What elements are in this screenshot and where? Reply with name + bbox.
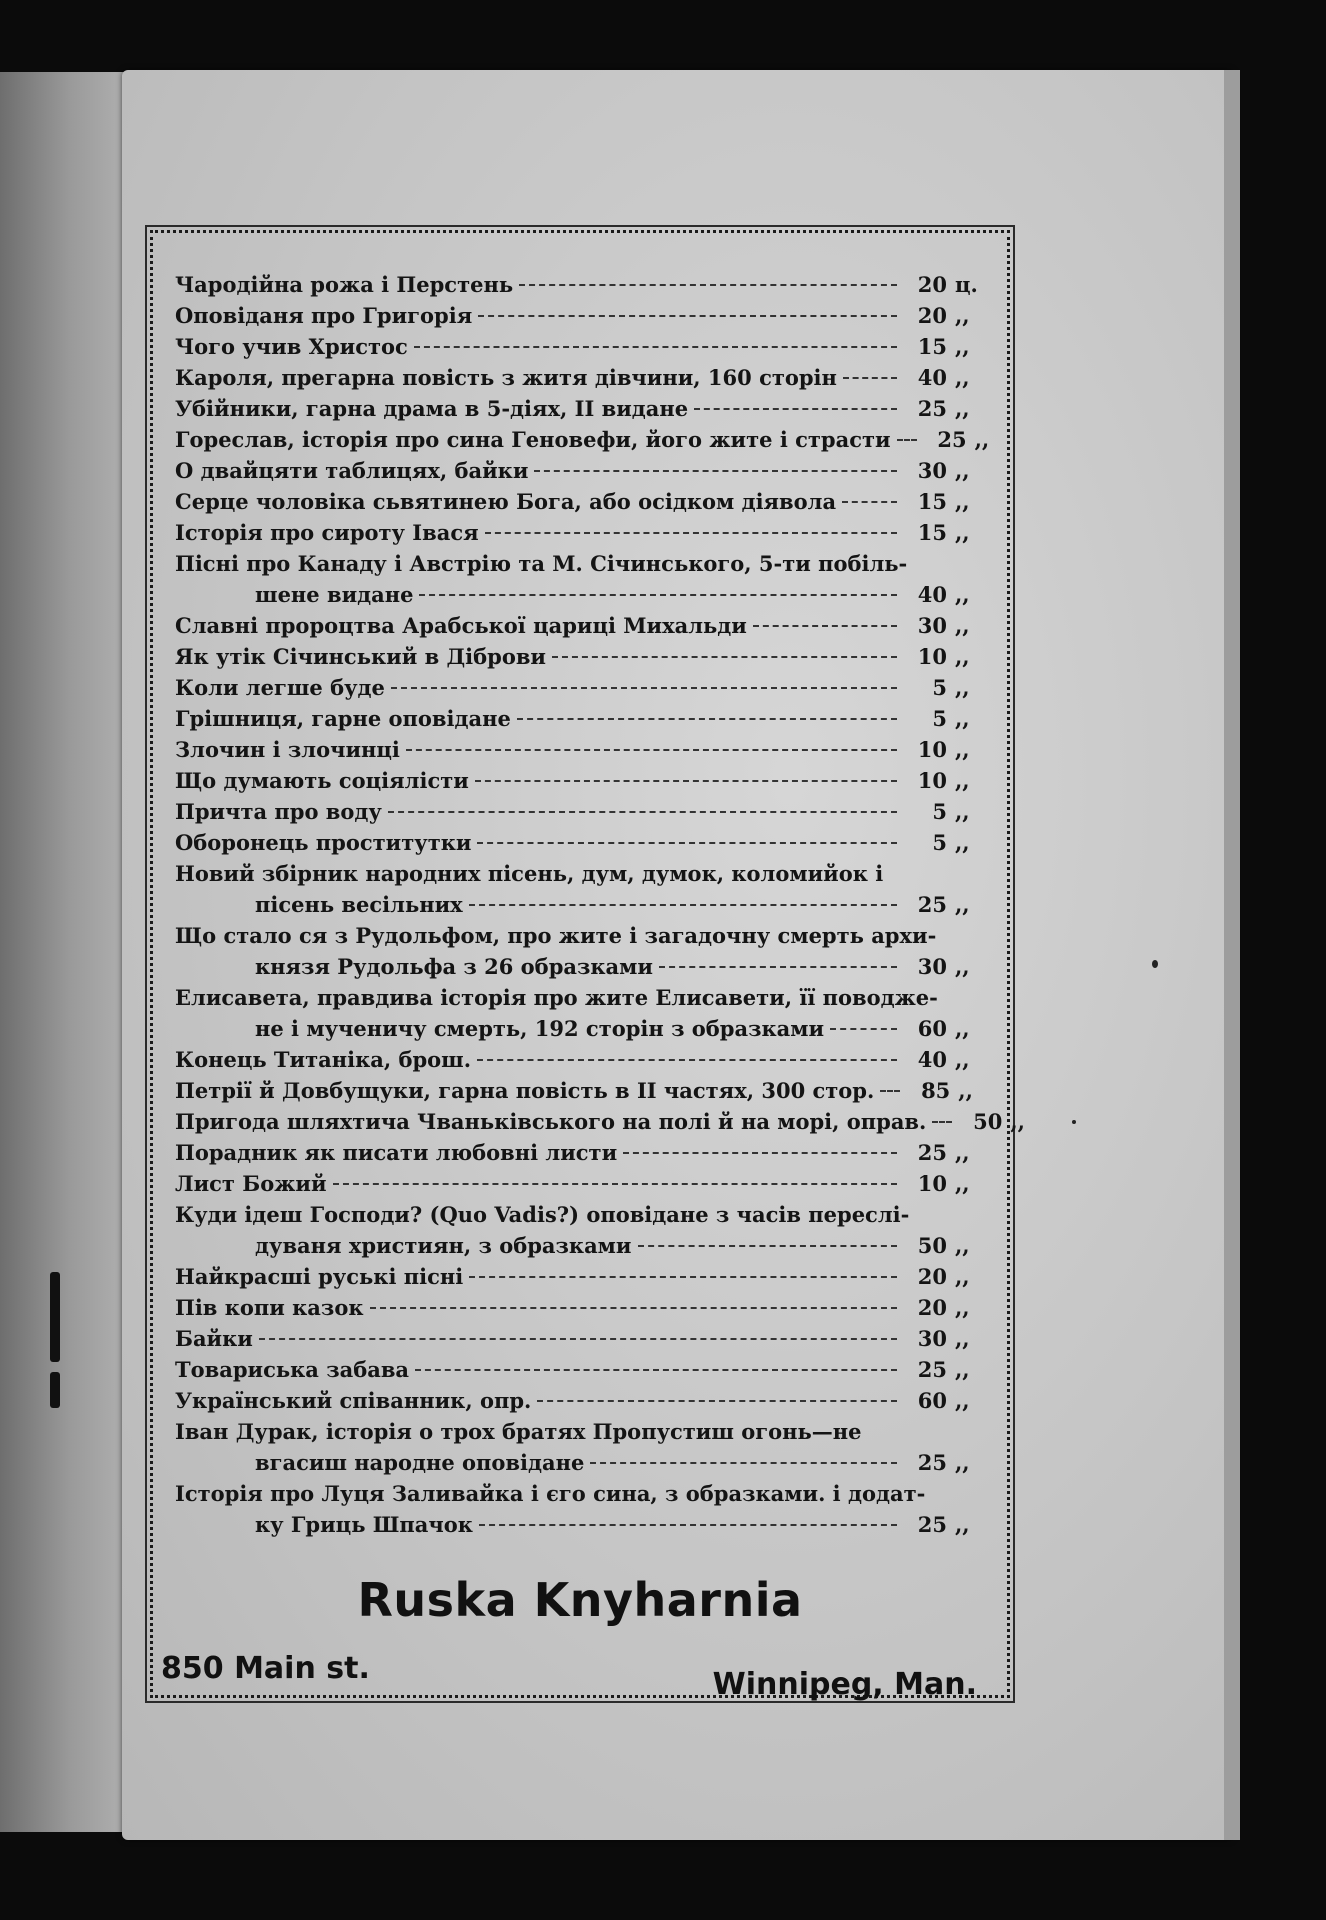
price-unit: ,, [955,1264,970,1289]
book-price: 60 [917,1016,947,1041]
dotted-leader [694,408,897,410]
price-unit: ,, [955,644,970,669]
dotted-leader [638,1245,897,1247]
book-title: Що думають соціялісти [175,768,469,793]
book-entry [175,1416,991,1478]
dotted-leader [477,1059,897,1061]
book-entry [175,548,991,610]
dotted-leader [388,811,897,813]
price-unit: ,, [958,1078,973,1103]
book-entry [175,1199,991,1261]
book-price: 5 [932,830,947,855]
book-title: Куди ідеш Господи? (Quo Vadis?) оповідане з часів переслі- [175,1202,910,1227]
dotted-leader [370,1307,898,1309]
book-price: 20 [917,1264,947,1289]
book-title-continuation: пісень весільних [255,892,463,917]
book-price: 15 [917,489,947,514]
price-unit: ,, [955,1388,970,1413]
book-price: 25 [917,892,947,917]
book-entry [175,300,991,331]
price-unit: ,, [955,706,970,731]
book-entry [175,703,991,734]
book-price: 40 [917,365,947,390]
price-unit: ,, [955,737,970,762]
book-title: Конець Титаніка, брош. [175,1047,472,1072]
book-title: Порадник як писати любовні листи [175,1140,618,1165]
book-price: 20 [917,303,947,328]
price-unit: ,, [955,1233,970,1258]
book-entry [175,982,991,1044]
book-title: Історія про Луця Заливайка і єго сина, з образками. і додат- [175,1481,926,1506]
dotted-leader [590,1462,897,1464]
price-unit: ,, [955,520,970,545]
binding-mark [50,1272,60,1362]
price-unit: ,, [955,334,970,359]
book-entry [175,362,991,393]
price-unit: ,, [955,1047,970,1072]
book-entry [175,734,991,765]
dotted-leader [415,1369,897,1371]
price-unit: ,, [955,830,970,855]
book-price: 50 [973,1109,1003,1134]
book-entry [175,455,991,486]
dotted-leader [517,718,897,720]
dotted-leader [659,966,897,968]
book-title: Найкрасші руські пісні [175,1264,464,1289]
dotted-leader [419,594,897,596]
book-title: Оборонець проститутки [175,830,472,855]
dotted-leader [534,470,897,472]
book-title: Лист Божий [175,1171,327,1196]
advertisement-frame [150,230,1025,1702]
dotted-leader [897,439,917,441]
price-unit: ,, [955,582,970,607]
book-title: Славні пророцтва Арабської цариці Михальди [175,613,747,638]
book-entry [175,1292,991,1323]
book-price: 5 [932,706,947,731]
book-price: 25 [917,1512,947,1537]
book-title: Історія про сироту Івася [175,520,479,545]
book-title-continuation: шене видане [255,582,414,607]
book-entry [175,1137,991,1168]
book-title-continuation: не і мученичу смерть, 192 сторін з образками [255,1016,825,1041]
book-price: 30 [917,613,947,638]
book-entry [175,1478,991,1540]
book-entry [175,1261,991,1292]
dotted-leader [478,315,897,317]
dotted-leader [537,1400,897,1402]
book-entry [175,920,991,982]
ink-speck [1072,1120,1076,1124]
book-entry [175,1106,1025,1137]
book-title: Що стало ся з Рудольфом, про жите і загадочну смерть архи- [175,923,937,948]
price-unit: ,, [955,1171,970,1196]
book-entry [175,796,991,827]
book-title: Як утік Січинський в Діброви [175,644,546,669]
book-price: 10 [917,737,947,762]
dotted-leader [485,532,897,534]
dotted-leader [880,1090,900,1092]
book-title: Український співанник, опр. [175,1388,532,1413]
book-price: 15 [917,334,947,359]
dotted-leader [479,1524,897,1526]
book-title: Байки [175,1326,253,1351]
price-unit: ,, [955,768,970,793]
book-title: Грішниця, гарне оповідане [175,706,511,731]
book-entry [175,486,991,517]
book-title: Елисавета, правдива історія про жите Елисавети, її поводже- [175,985,938,1010]
book-title: Новий збірник народних пісень, дум, думок, коломийок і [175,861,884,886]
book-entry [175,1075,991,1106]
store-address: 850 Main st. [161,1651,370,1686]
book-price: 10 [917,768,947,793]
price-unit: ,, [955,396,970,421]
book-entry [175,858,991,920]
adjacent-page-strip [0,72,128,1832]
dotted-leader [830,1028,897,1030]
book-entry [175,1323,991,1354]
book-price: 30 [917,458,947,483]
book-price: 40 [917,582,947,607]
book-entry [175,1385,991,1416]
dotted-leader [753,625,897,627]
dotted-leader [842,501,897,503]
book-title: Серце чоловіка сьвятинею Бога, або осідком діявола [175,489,837,514]
price-unit: ,, [955,365,970,390]
book-price: 5 [932,675,947,700]
book-entry [175,610,991,641]
book-entry [175,641,991,672]
book-title: Причта про воду [175,799,382,824]
book-title: Іван Дурак, історія о трох братях Пропустиш огонь—не [175,1419,862,1444]
book-price: 30 [917,954,947,979]
dotted-leader [552,656,897,658]
dotted-leader [391,687,897,689]
dotted-leader [932,1121,952,1123]
book-entry [175,269,991,300]
book-price: 50 [917,1233,947,1258]
book-entry [175,517,991,548]
book-price: 10 [917,1171,947,1196]
book-title: Коли легше буде [175,675,385,700]
book-price: 85 [921,1078,951,1103]
book-title: Злочин і злочинці [175,737,400,762]
book-entry [175,1354,991,1385]
price-unit: ,, [955,1357,970,1382]
price-unit: ,, [955,1512,970,1537]
dotted-leader [259,1338,897,1340]
book-page [122,70,1234,1840]
dotted-leader [469,904,897,906]
book-title: Чого учив Христос [175,334,408,359]
book-title: Пісні про Канаду і Австрію та М. Січинського, 5-ти побіль- [175,551,908,576]
dotted-leader [519,284,897,286]
price-unit: ,, [955,1016,970,1041]
ink-speck [1152,960,1158,968]
book-entry [175,827,991,858]
book-title: Горeслав, історія про сина Геновефи, його жите і страсти [175,427,891,452]
book-title: Пригода шляхтича Чваньківського на полі й на морі, оправ. [175,1109,927,1134]
dotted-leader [475,780,897,782]
book-title-continuation: князя Рудольфа з 26 образками [255,954,653,979]
store-name: Ruska Knyharnia [357,1573,803,1627]
price-unit: ,, [955,489,970,514]
book-title-continuation: дуваня християн, з образками [255,1233,632,1258]
book-price: 25 [917,1140,947,1165]
dotted-leader [843,377,897,379]
book-price: 25 [917,1357,947,1382]
book-entry [175,331,991,362]
book-title: Чародійна рожа і Перстень [175,272,514,297]
price-unit: ,, [955,303,970,328]
book-entry [175,1168,991,1199]
book-price: 25 [917,1450,947,1475]
book-price: 10 [917,644,947,669]
book-title-continuation: ку Гриць Шпачок [255,1512,473,1537]
price-unit: ,, [955,799,970,824]
book-title: Кароля, прегарна повість з житя дівчини, 160 сторін [175,365,837,390]
book-entry [175,1044,991,1075]
book-title: Оповіданя про Григорія [175,303,473,328]
dotted-leader [477,842,897,844]
book-entry [175,672,991,703]
book-title: Товариська забава [175,1357,410,1382]
price-unit: ,, [955,1295,970,1320]
dotted-leader [406,749,897,751]
book-price: 40 [917,1047,947,1072]
price-unit: ,, [955,1326,970,1351]
book-price: 5 [932,799,947,824]
book-title: Петрії й Довбущуки, гарна повість в II частях, 300 стор. [175,1078,875,1103]
dotted-leader [623,1152,897,1154]
book-title-continuation: вгасиш народне оповідане [255,1450,585,1475]
price-unit: ,, [955,1450,970,1475]
book-price: 15 [917,520,947,545]
price-unit: ,, [974,427,990,452]
price-unit: ,, [955,954,970,979]
book-price: 20 [917,1295,947,1320]
price-unit: ,, [955,892,970,917]
book-price-list [175,269,1025,1540]
binding-mark [50,1372,60,1408]
store-city: Winnipeg, Man. [712,1667,977,1702]
price-unit: ,, [955,675,970,700]
book-price: 25 [937,427,967,452]
book-title: Пів копи казок [175,1295,364,1320]
book-title: О двайцяти таблицях, байки [175,458,529,483]
book-price: 25 [917,396,947,421]
book-title: Убійники, гарна драма в 5-діях, II видане [175,396,689,421]
book-entry [175,424,991,455]
price-unit: ,, [1010,1109,1025,1134]
price-unit: ,, [955,1140,970,1165]
price-unit: ц. [955,272,978,297]
dotted-leader [469,1276,897,1278]
book-price: 30 [917,1326,947,1351]
dotted-leader [333,1183,897,1185]
book-entry [175,765,991,796]
book-price: 60 [917,1388,947,1413]
book-price: 20 [917,272,947,297]
page-edge [1224,70,1240,1840]
dotted-leader [414,346,897,348]
book-entry [175,393,991,424]
price-unit: ,, [955,458,970,483]
price-unit: ,, [955,613,970,638]
